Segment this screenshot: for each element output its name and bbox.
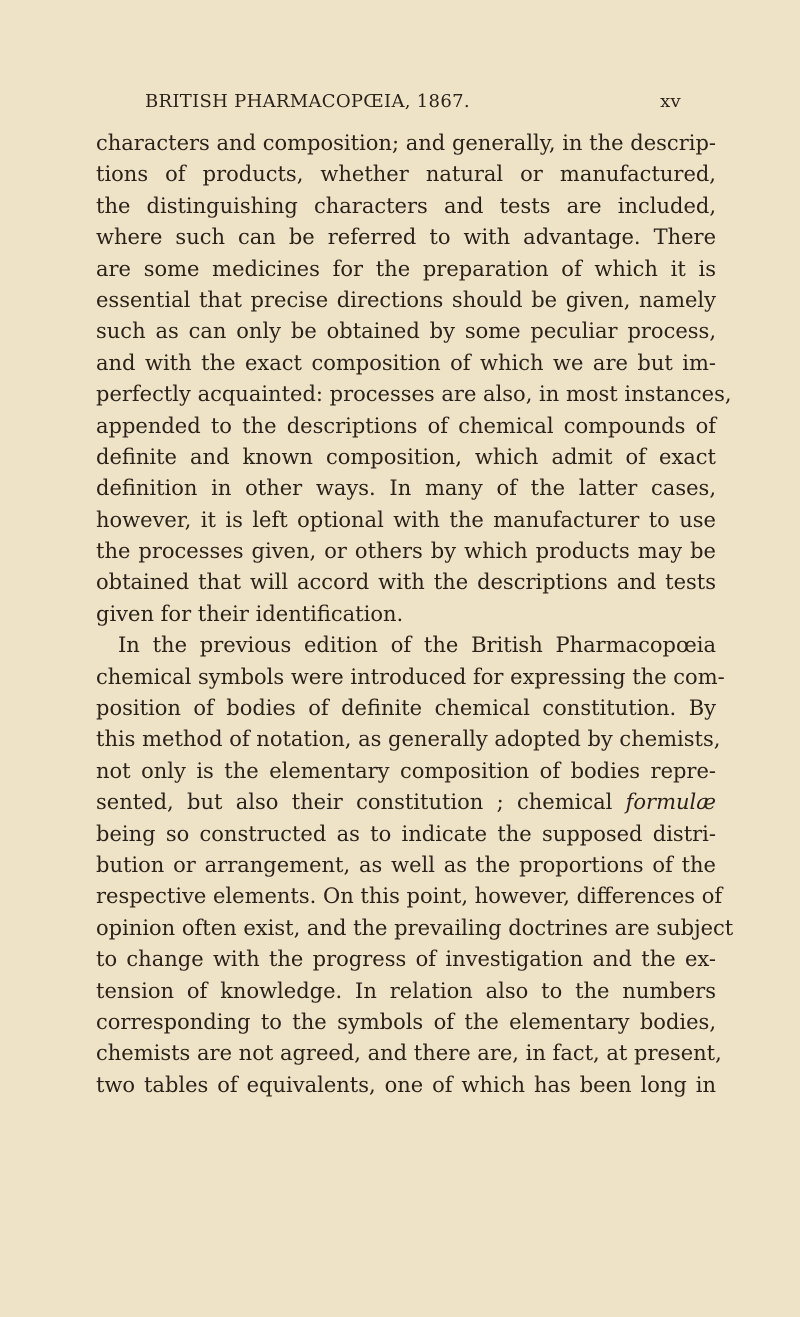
text-line-with-italic (96, 787, 716, 818)
text-line: given for their identification. (96, 601, 404, 626)
paragraph-start-line: In the previous edition of the British Pharmacopœia (118, 633, 716, 658)
body-text (96, 128, 734, 1101)
text-line: chemical symbols were introduced for expressing the com- (96, 664, 725, 689)
text-line: and with the exact composition of which we are but im- (96, 350, 716, 375)
text-line: position of bodies of definite chemical constitution. By (96, 696, 716, 721)
running-header (145, 91, 681, 115)
text-line: this method of notation, as generally adopted by chemists, (96, 727, 721, 752)
text-line: the distinguishing characters and tests are included, (96, 193, 716, 218)
text-line: tension of knowledge. In relation also to the numbers (96, 978, 716, 1003)
italic-word: formulæ (625, 790, 716, 815)
text-segment: sented, but also their constitution ; chemical (96, 790, 626, 815)
text-line: tions of products, whether natural or manufactured, (96, 162, 716, 187)
text-line: respective elements. On this point, however, differences of (96, 884, 723, 909)
text-line: characters and composition; and generally, in the descrip- (96, 131, 716, 155)
text-line: corresponding to the symbols of the elementary bodies, (96, 1009, 716, 1034)
text-line: essential that precise directions should be given, namely (96, 287, 716, 312)
text-line: where such can be referred to with advantage. There (96, 225, 716, 250)
text-line: two tables of equivalents, one of which has been long in (96, 1072, 716, 1097)
text-line: to change with the progress of investigation and the ex- (96, 947, 716, 972)
text-line: obtained that will accord with the descriptions and tests (96, 570, 716, 595)
text-line: appended to the descriptions of chemical compounds of (96, 413, 716, 438)
text-line: chemists are not agreed, and there are, in fact, at present, (96, 1041, 722, 1066)
text-line: opinion often exist, and the prevailing doctrines are subject (96, 915, 734, 940)
text-line: such as can only be obtained by some peculiar process, (96, 319, 716, 344)
text-line: definite and known composition, which admit of exact (96, 444, 716, 469)
text-line: definition in other ways. In many of the latter cases, (96, 476, 716, 501)
running-title: BRITISH PHARMACOPŒIA, 1867. (145, 91, 470, 112)
text-line: however, it is left optional with the manufacturer to use (96, 507, 716, 532)
text-line: being so constructed as to indicate the supposed distri- (96, 821, 716, 846)
page-number: xv (660, 91, 681, 112)
text-line: the processes given, or others by which products may be (96, 539, 716, 564)
text-line: bution or arrangement, as well as the proportions of the (96, 852, 716, 877)
text-line: perfectly acquainted: processes are also, in most instances, (96, 382, 732, 407)
text-line: not only is the elementary composition of bodies repre- (96, 758, 716, 783)
text-line: are some medicines for the preparation of which it is (96, 256, 716, 281)
